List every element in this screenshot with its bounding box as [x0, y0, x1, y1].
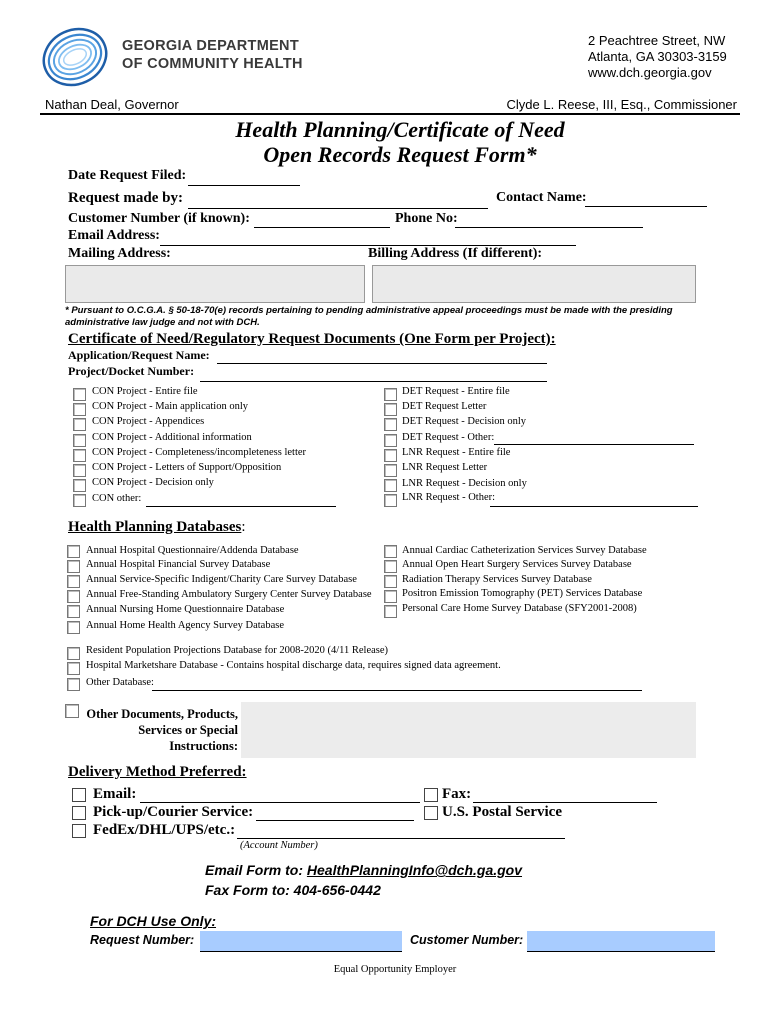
app-name-field[interactable]	[217, 363, 547, 364]
checkbox-cardiac-cath[interactable]	[384, 545, 397, 558]
radiation-therapy-label: Radiation Therapy Services Survey Database	[402, 574, 592, 585]
ambulatory-surgery-label: Annual Free-Standing Ambulatory Surgery Center Survey Database	[86, 589, 372, 600]
email-form-link[interactable]: HealthPlanningInfo@dch.ga.gov	[306, 862, 523, 878]
cardiac-cath-label: Annual Cardiac Catheterization Services Survey Database	[402, 545, 647, 556]
mailing-address-box[interactable]	[65, 265, 365, 303]
website: www.dch.georgia.gov	[588, 65, 712, 80]
con-appendices-label: CON Project - Appendices	[92, 416, 205, 427]
hp-heading-colon: :	[241, 519, 246, 535]
delivery-pickup-field[interactable]	[256, 820, 414, 821]
checkbox-lnr-letter[interactable]	[384, 464, 397, 477]
date-filed-field[interactable]	[188, 185, 300, 186]
delivery-email-label: Email:	[93, 786, 137, 802]
con-entire-file-label: CON Project - Entire file	[92, 386, 198, 397]
delivery-fedex-label: FedEx/DHL/UPS/etc.:	[93, 822, 236, 838]
dch-logo	[40, 22, 110, 92]
fax-form-line: Fax Form to: 404-656-0442	[205, 882, 381, 898]
con-completeness-label: CON Project - Completeness/incompleteness letter	[92, 447, 307, 458]
other-docs-line1: Other Documents, Products,	[86, 707, 238, 721]
con-main-app-label: CON Project - Main application only	[92, 401, 249, 412]
det-letter-label: DET Request Letter	[402, 401, 487, 412]
hospital-marketshare-label: Hospital Marketshare Database - Contains hospital discharge data, requires signed data agreement.	[86, 660, 501, 671]
other-database-field[interactable]	[152, 690, 642, 691]
checkbox-det-entire-file[interactable]	[384, 388, 397, 401]
request-made-by-field[interactable]	[188, 208, 488, 209]
checkbox-lnr-other[interactable]	[384, 494, 397, 507]
governor: Nathan Deal, Governor	[45, 97, 179, 112]
logo-swirl-icon	[40, 22, 110, 92]
lnr-other-field[interactable]	[490, 506, 698, 507]
delivery-pickup-label: Pick-up/Courier Service:	[93, 804, 254, 820]
checkbox-delivery-fedex[interactable]	[72, 824, 86, 838]
checkbox-hospital-marketshare[interactable]	[67, 662, 80, 675]
personal-care-home-label: Personal Care Home Survey Database (SFY2001-2008)	[402, 603, 637, 614]
other-docs-line3: Instructions:	[169, 739, 238, 753]
org-name-line1: GEORGIA DEPARTMENT	[122, 38, 299, 54]
other-docs-line2: Services or Special	[138, 723, 238, 737]
con-other-label: CON other:	[92, 493, 142, 504]
checkbox-other-documents[interactable]	[65, 704, 79, 718]
contact-name-label: Contact Name:	[496, 190, 587, 205]
footnote: * Pursuant to O.C.G.A. § 50-18-70(e) records pertaining to pending administrative appeal proceedings must be made with the presiding administrative law judge and not with DCH.	[65, 305, 673, 328]
checkbox-home-health[interactable]	[67, 621, 80, 634]
form-title-line1: Health Planning/Certificate of Need	[235, 117, 565, 142]
hospital-financial-label: Annual Hospital Financial Survey Database	[86, 559, 271, 570]
det-other-field[interactable]	[494, 444, 694, 445]
lnr-decision-label: LNR Request - Decision only	[402, 478, 527, 489]
det-entire-file-label: DET Request - Entire file	[402, 386, 510, 397]
request-number-label: Request Number:	[90, 933, 195, 947]
checkbox-det-letter[interactable]	[384, 403, 397, 416]
checkbox-con-entire-file[interactable]	[73, 388, 86, 401]
customer-number-label: Customer Number (if known):	[68, 211, 250, 226]
checkbox-personal-care-home[interactable]	[384, 605, 397, 618]
checkbox-delivery-pickup[interactable]	[72, 806, 86, 820]
indigent-charity-label: Annual Service-Specific Indigent/Charity Care Survey Database	[86, 574, 357, 585]
lnr-letter-label: LNR Request Letter	[402, 462, 488, 473]
project-docket-field[interactable]	[200, 381, 547, 382]
con-letters-label: CON Project - Letters of Support/Opposition	[92, 462, 282, 473]
checkbox-pet-services[interactable]	[384, 590, 397, 603]
contact-name-field[interactable]	[585, 206, 707, 207]
customer-number-field[interactable]	[254, 227, 390, 228]
phone-no-field[interactable]	[455, 227, 643, 228]
checkbox-lnr-decision[interactable]	[384, 479, 397, 492]
address-line1: 2 Peachtree Street, NW	[588, 33, 726, 48]
checkbox-open-heart[interactable]	[384, 560, 397, 573]
con-other-field[interactable]	[146, 506, 336, 507]
checkbox-hospital-financial[interactable]	[67, 560, 80, 573]
address-block	[588, 33, 727, 81]
header-divider	[40, 113, 740, 115]
checkbox-other-database[interactable]	[67, 678, 80, 691]
con-decision-label: CON Project - Decision only	[92, 477, 214, 488]
con-section-heading: Certificate of Need/Regulatory Request Documents (One Form per Project):	[68, 331, 556, 347]
request-made-by-label: Request made by:	[68, 190, 183, 206]
address-line2: Atlanta, GA 30303-3159	[588, 49, 727, 64]
footer-equal-opportunity: Equal Opportunity Employer	[333, 964, 457, 975]
hp-section-heading	[68, 519, 246, 536]
det-decision-label: DET Request - Decision only	[402, 416, 527, 427]
email-form-line	[205, 862, 522, 878]
checkbox-con-completeness[interactable]	[73, 449, 86, 462]
checkbox-det-decision[interactable]	[384, 418, 397, 431]
delivery-fax-field[interactable]	[473, 802, 657, 803]
dch-use-heading: For DCH Use Only:	[90, 913, 217, 929]
nursing-home-label: Annual Nursing Home Questionnaire Database	[86, 604, 285, 615]
resident-population-label: Resident Population Projections Database for 2008-2020 (4/11 Release)	[86, 645, 389, 656]
checkbox-con-main-app[interactable]	[73, 403, 86, 416]
billing-address-box[interactable]	[372, 265, 696, 303]
delivery-heading: Delivery Method Preferred:	[68, 764, 247, 780]
lnr-other-label: LNR Request - Other:	[402, 492, 496, 503]
delivery-email-field[interactable]	[140, 802, 420, 803]
customer-number-dch-field[interactable]	[527, 931, 715, 952]
checkbox-delivery-email[interactable]	[72, 788, 86, 802]
checkbox-con-other[interactable]	[73, 494, 86, 507]
hp-heading-text: Health Planning Databases	[68, 519, 242, 535]
date-filed-label: Date Request Filed:	[68, 168, 187, 183]
billing-address-label: Billing Address (If different):	[368, 246, 543, 261]
mailing-address-label: Mailing Address:	[68, 246, 171, 261]
con-additional-label: CON Project - Additional information	[92, 432, 252, 443]
account-number-caption: (Account Number)	[240, 840, 318, 851]
delivery-postal-label: U.S. Postal Service	[442, 804, 562, 820]
checkbox-resident-population[interactable]	[67, 647, 80, 660]
checkbox-delivery-postal[interactable]	[424, 806, 438, 820]
email-address-label: Email Address:	[68, 228, 160, 243]
det-other-label: DET Request - Other:	[402, 432, 495, 443]
other-database-label: Other Database:	[86, 677, 154, 688]
open-heart-label: Annual Open Heart Surgery Services Survey Database	[402, 559, 632, 570]
org-name-line2: OF COMMUNITY HEALTH	[122, 56, 303, 72]
email-form-prefix: Email Form to:	[205, 862, 307, 878]
home-health-label: Annual Home Health Agency Survey Database	[86, 620, 284, 631]
checkbox-con-additional[interactable]	[73, 434, 86, 447]
other-docs-textarea[interactable]	[241, 702, 696, 758]
customer-number-dch-label: Customer Number:	[410, 933, 524, 947]
hospital-questionnaire-label: Annual Hospital Questionnaire/Addenda Database	[86, 545, 299, 556]
checkbox-det-other[interactable]	[384, 434, 397, 447]
checkbox-lnr-entire-file[interactable]	[384, 449, 397, 462]
delivery-fedex-field[interactable]	[237, 838, 565, 839]
checkbox-hospital-questionnaire[interactable]	[67, 545, 80, 558]
form-title-line2: Open Records Request Form*	[263, 142, 537, 167]
checkbox-indigent-charity[interactable]	[67, 575, 80, 588]
delivery-fax-label: Fax:	[442, 786, 472, 802]
request-number-field[interactable]	[200, 931, 402, 952]
checkbox-con-appendices[interactable]	[73, 418, 86, 431]
checkbox-con-letters[interactable]	[73, 464, 86, 477]
commissioner: Clyde L. Reese, III, Esq., Commissioner	[506, 97, 737, 112]
pet-services-label: Positron Emission Tomography (PET) Services Database	[402, 588, 643, 599]
checkbox-con-decision[interactable]	[73, 479, 86, 492]
checkbox-delivery-fax[interactable]	[424, 788, 438, 802]
other-docs-label	[78, 706, 238, 754]
app-name-label: Application/Request Name:	[68, 348, 210, 362]
checkbox-radiation-therapy[interactable]	[384, 575, 397, 588]
project-docket-label: Project/Docket Number:	[68, 364, 195, 378]
phone-no-label: Phone No:	[395, 211, 458, 226]
checkbox-nursing-home[interactable]	[67, 605, 80, 618]
lnr-entire-file-label: LNR Request - Entire file	[402, 447, 511, 458]
checkbox-ambulatory-surgery[interactable]	[67, 590, 80, 603]
